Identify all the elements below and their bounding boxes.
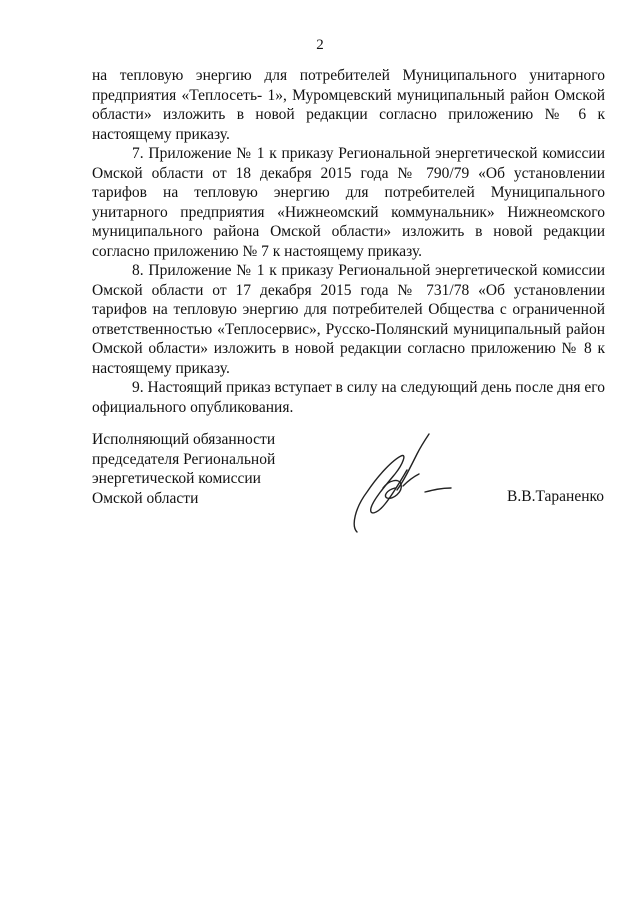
signer-position [92, 430, 312, 508]
position-line: Исполняющий обязанности [92, 431, 276, 448]
paragraph-continuation: на тепловую энергию для потребителей Муниципального унитарного предприятия «Теплосеть- 1», Муромцевский муниципальный район Омской области» изложить в новой редакции согласно приложению № 6 к настоящему приказу. [92, 67, 605, 143]
handwritten-signature [337, 430, 457, 540]
document-body [92, 66, 605, 417]
position-line: энергетической комиссии [92, 470, 261, 487]
position-line: председателя Региональной [92, 450, 276, 468]
paragraph-item-7: 7. Приложение № 1 к приказу Региональной энергетической комиссии Омской области от 18 декабря 2015 года № 790/79 «Об установлении тарифов на тепловую энергию для потребителей Муниципального унитарного предприятия «Нижнеомский коммунальник» Нижнеомского муниципального района Омской области» изложить в новой редакции согласно приложению № 7 к настоящему приказу. [92, 145, 605, 260]
paragraph-item-9: 9. Настоящий приказ вступает в силу на следующий день после дня его официального опубликования. [92, 379, 605, 416]
signature-block [92, 430, 612, 550]
position-line: Омской области [92, 489, 199, 507]
signer-name: В.В.Тараненко [507, 488, 604, 505]
page-number: 2 [316, 37, 324, 53]
paragraph-item-8: 8. Приложение № 1 к приказу Региональной энергетической комиссии Омской области от 17 декабря 2015 года № 731/78 «Об установлении тарифов на тепловую энергию для потребителей Общества с ограниченной ответственностью «Теплосервис», Русско-Полянский муниципальный район Омской области» изложить в новой редакции согласно приложению № 8 к настоящему приказу. [92, 262, 605, 377]
